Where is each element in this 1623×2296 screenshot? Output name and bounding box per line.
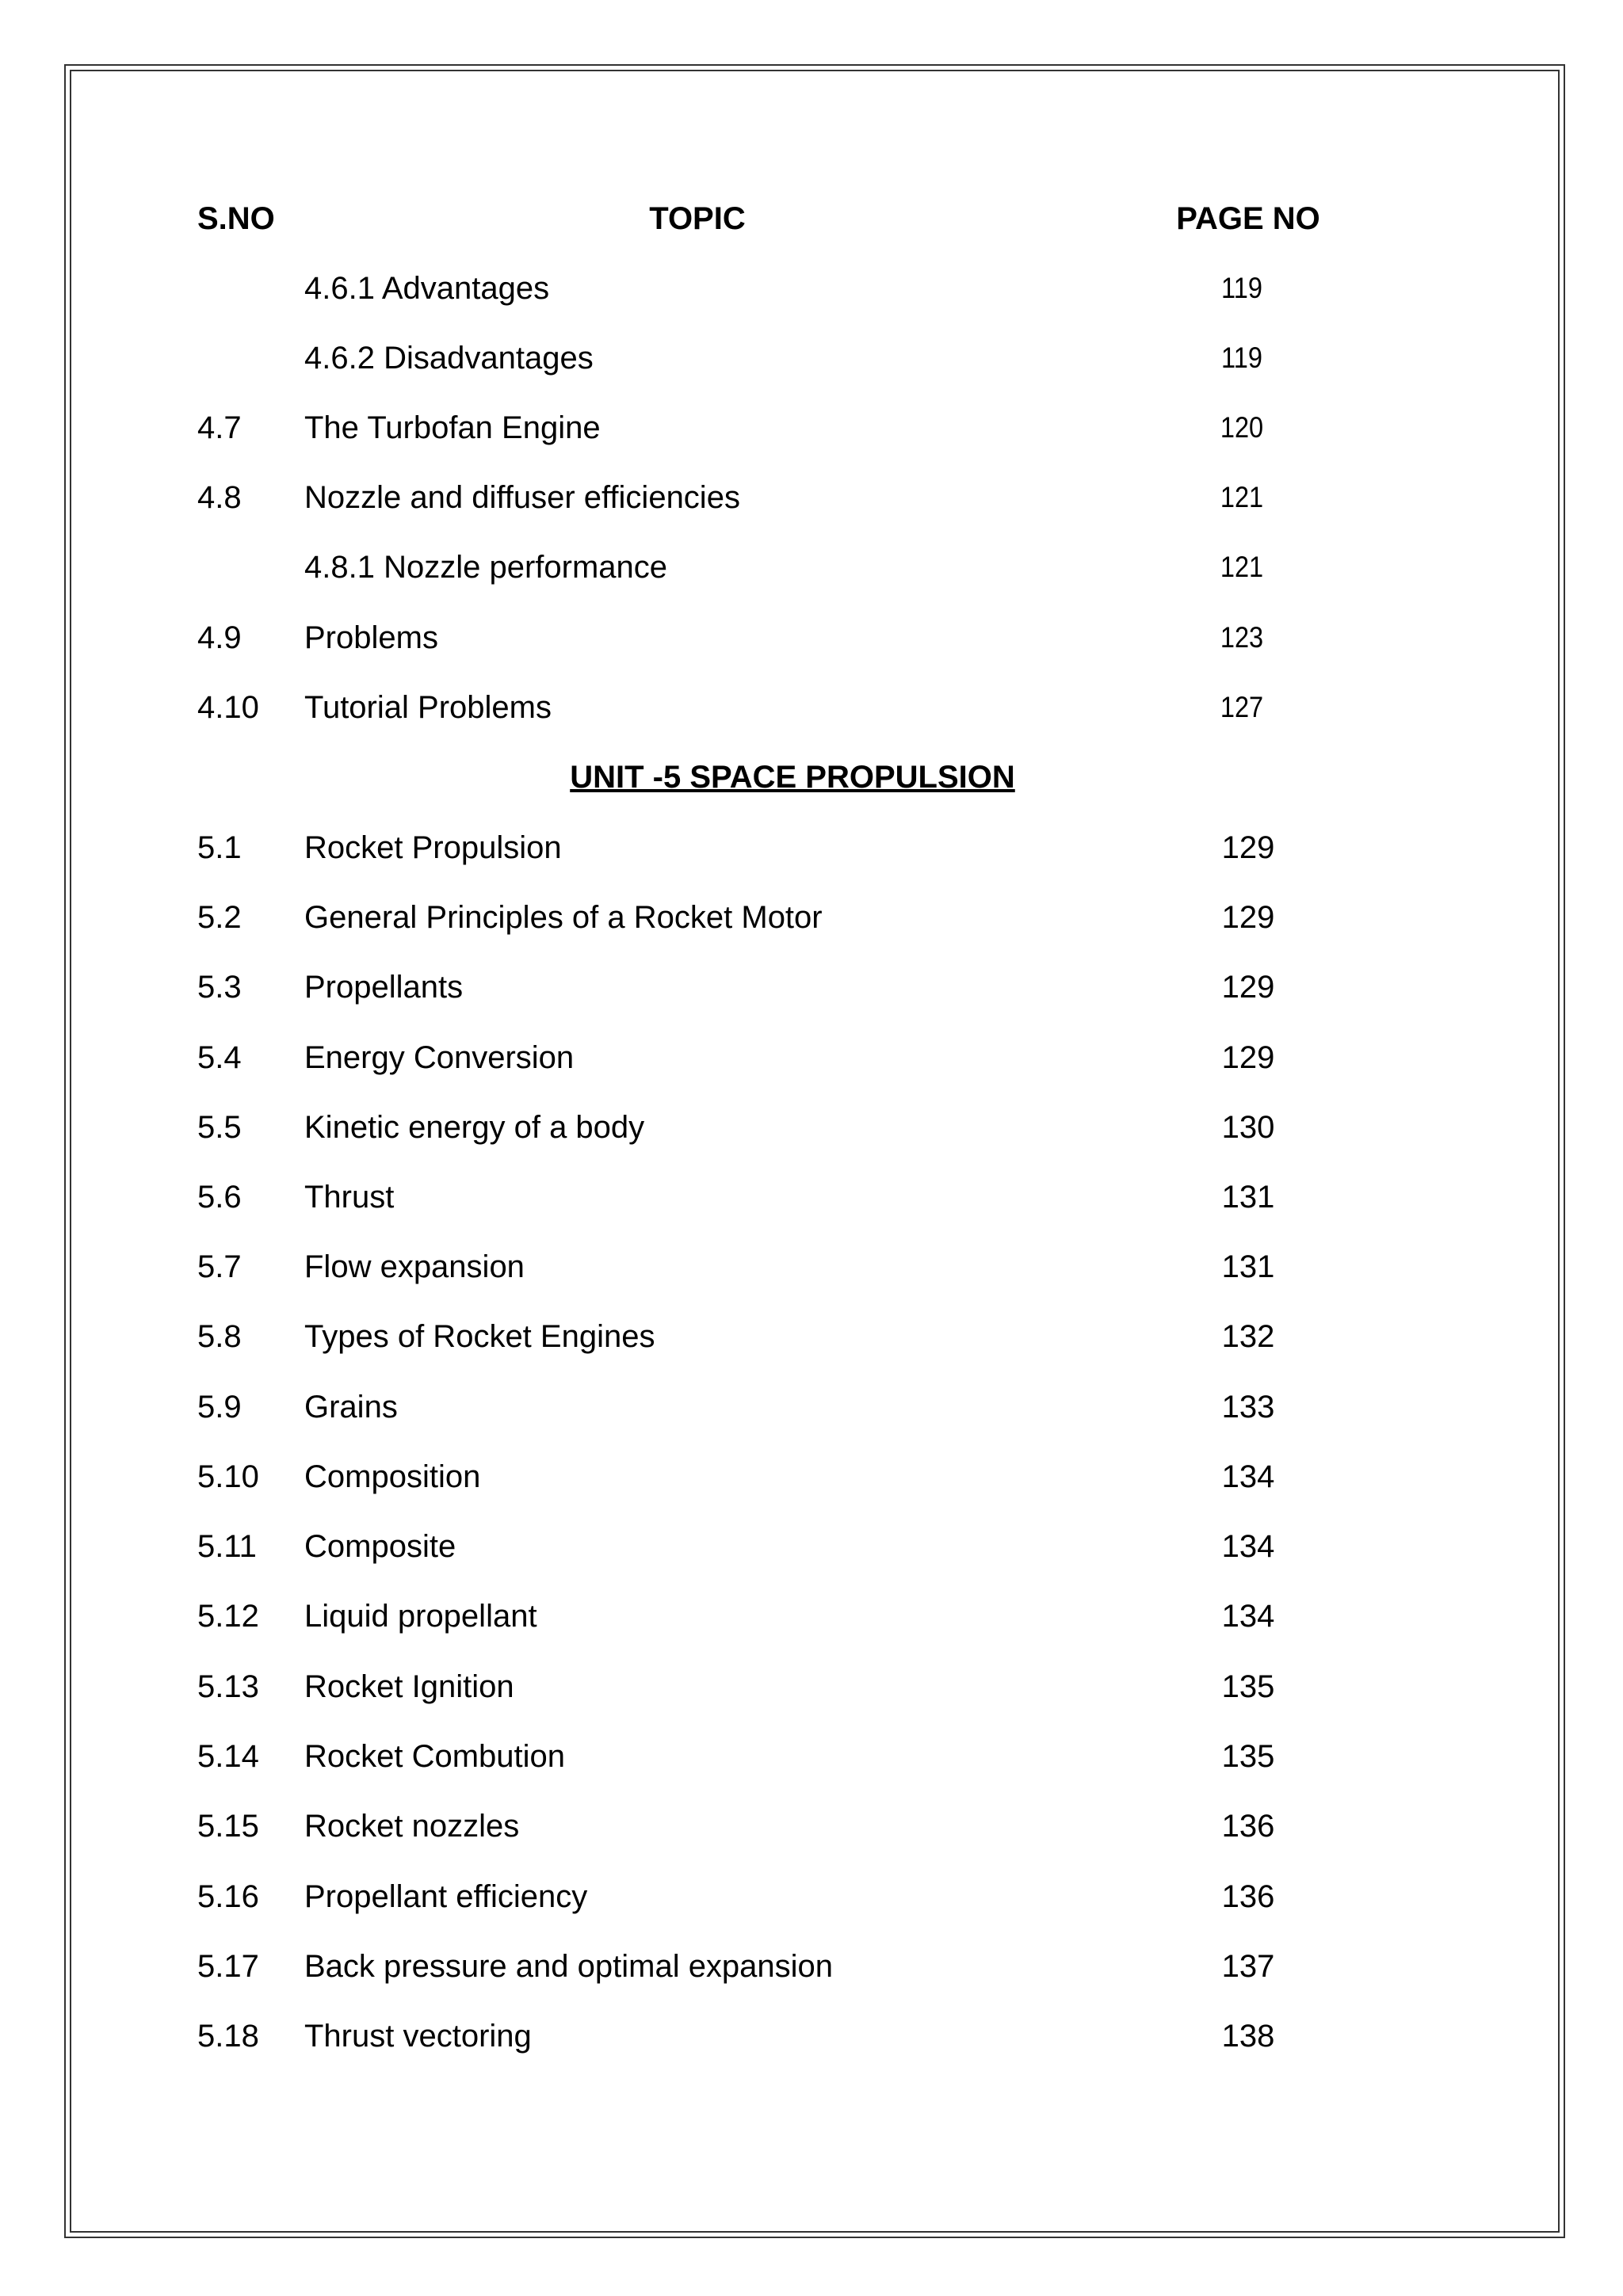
row-page: 129: [1221, 1040, 1275, 1075]
row-sno: 4.7: [197, 410, 242, 445]
toc-row: [0, 1733, 1623, 1780]
toc-row: [0, 1104, 1623, 1151]
row-page: 120: [1220, 411, 1264, 444]
row-page: 130: [1221, 1110, 1275, 1145]
row-page: 134: [1221, 1599, 1275, 1634]
row-topic: Rocket Ignition: [304, 1669, 514, 1704]
row-sno: 5.16: [197, 1879, 259, 1914]
row-sno: 5.11: [197, 1529, 257, 1564]
header-page-no: PAGE NO: [1176, 201, 1320, 236]
unit-heading: UNIT -5 SPACE PROPULSION: [570, 760, 1015, 795]
row-sno: 5.7: [197, 1249, 242, 1284]
row-page: 129: [1221, 900, 1275, 935]
row-topic: General Principles of a Rocket Motor: [304, 900, 823, 935]
toc-row: [0, 404, 1623, 452]
row-topic: Energy Conversion: [304, 1040, 575, 1075]
toc-row: [0, 1592, 1623, 1640]
row-page: 123: [1220, 621, 1264, 654]
row-page: 133: [1221, 1390, 1275, 1425]
row-topic: 4.6.1 Advantages: [304, 271, 550, 306]
row-page: 132: [1221, 1319, 1275, 1354]
toc-row: [0, 614, 1623, 662]
row-sno: 5.3: [197, 970, 242, 1005]
row-page: 137: [1221, 1949, 1275, 1984]
row-topic: Thrust: [304, 1180, 395, 1215]
row-sno: 5.5: [197, 1110, 242, 1145]
row-page: 135: [1221, 1739, 1275, 1774]
toc-row: [0, 265, 1623, 312]
row-page: 131: [1221, 1180, 1275, 1215]
row-page: 127: [1220, 691, 1264, 723]
row-topic: 4.8.1 Nozzle performance: [304, 550, 668, 585]
row-sno: 5.1: [197, 830, 242, 865]
row-sno: 5.12: [197, 1599, 259, 1634]
row-page: 134: [1221, 1529, 1275, 1564]
toc-row: [0, 894, 1623, 941]
row-sno: 5.2: [197, 900, 242, 935]
toc-row: [0, 1802, 1623, 1850]
row-topic: Liquid propellant: [304, 1599, 537, 1634]
row-topic: Propellants: [304, 970, 464, 1005]
header-topic: TOPIC: [649, 201, 746, 236]
row-topic: Grains: [304, 1390, 398, 1425]
row-page: 119: [1221, 272, 1262, 304]
row-sno: 4.9: [197, 620, 242, 655]
row-sno: 5.14: [197, 1739, 259, 1774]
toc-header-row: [0, 195, 1623, 242]
header-sno: S.NO: [197, 201, 275, 236]
row-topic: Composite: [304, 1529, 456, 1564]
row-topic: Kinetic energy of a body: [304, 1110, 645, 1145]
row-page: 129: [1221, 970, 1275, 1005]
row-sno: 5.15: [197, 1809, 259, 1844]
row-page: 134: [1221, 1459, 1275, 1494]
row-page: 129: [1221, 830, 1275, 865]
toc-row: [0, 1034, 1623, 1081]
row-topic: Thrust vectoring: [304, 2019, 532, 2054]
row-page: 121: [1220, 481, 1264, 513]
row-topic: The Turbofan Engine: [304, 410, 601, 445]
row-page: 119: [1221, 341, 1262, 374]
row-topic: Flow expansion: [304, 1249, 525, 1284]
row-sno: 5.8: [197, 1319, 242, 1354]
row-topic: Tutorial Problems: [304, 690, 552, 725]
toc-row: [0, 1943, 1623, 1990]
row-topic: Rocket nozzles: [304, 1809, 520, 1844]
row-topic: Rocket Combution: [304, 1739, 566, 1774]
row-sno: 5.10: [197, 1459, 259, 1494]
row-sno: 5.6: [197, 1180, 242, 1215]
toc-row: [0, 1173, 1623, 1221]
row-topic: Nozzle and diffuser efficiencies: [304, 480, 740, 515]
toc-row: [0, 1663, 1623, 1711]
toc-row: [0, 1243, 1623, 1291]
row-sno: 5.17: [197, 1949, 259, 1984]
toc-row: [0, 963, 1623, 1011]
row-sno: 5.4: [197, 1040, 242, 1075]
row-sno: 5.18: [197, 2019, 259, 2054]
row-topic: Back pressure and optimal expansion: [304, 1949, 834, 1984]
toc-row: [0, 1873, 1623, 1920]
toc-row: [0, 1383, 1623, 1431]
toc-row: [0, 474, 1623, 521]
row-page: 136: [1221, 1879, 1275, 1914]
toc-row: [0, 684, 1623, 731]
row-page: 138: [1221, 2019, 1275, 2054]
toc-row: [0, 1313, 1623, 1360]
row-page: 121: [1220, 551, 1264, 583]
row-page: 135: [1221, 1669, 1275, 1704]
row-sno: 5.9: [197, 1390, 242, 1425]
row-sno: 4.10: [197, 690, 259, 725]
toc-row: [0, 543, 1623, 591]
row-topic: Composition: [304, 1459, 481, 1494]
row-page: 136: [1221, 1809, 1275, 1844]
toc-row: [0, 824, 1623, 871]
toc-row: [0, 1453, 1623, 1501]
row-topic: 4.6.2 Disadvantages: [304, 341, 594, 376]
toc-row: [0, 334, 1623, 382]
row-sno: 4.8: [197, 480, 242, 515]
row-topic: Propellant efficiency: [304, 1879, 588, 1914]
row-page: 131: [1221, 1249, 1275, 1284]
row-topic: Problems: [304, 620, 438, 655]
toc-row: [0, 2012, 1623, 2060]
toc-row: [0, 1523, 1623, 1570]
row-topic: Rocket Propulsion: [304, 830, 562, 865]
row-topic: Types of Rocket Engines: [304, 1319, 655, 1354]
row-sno: 5.13: [197, 1669, 259, 1704]
